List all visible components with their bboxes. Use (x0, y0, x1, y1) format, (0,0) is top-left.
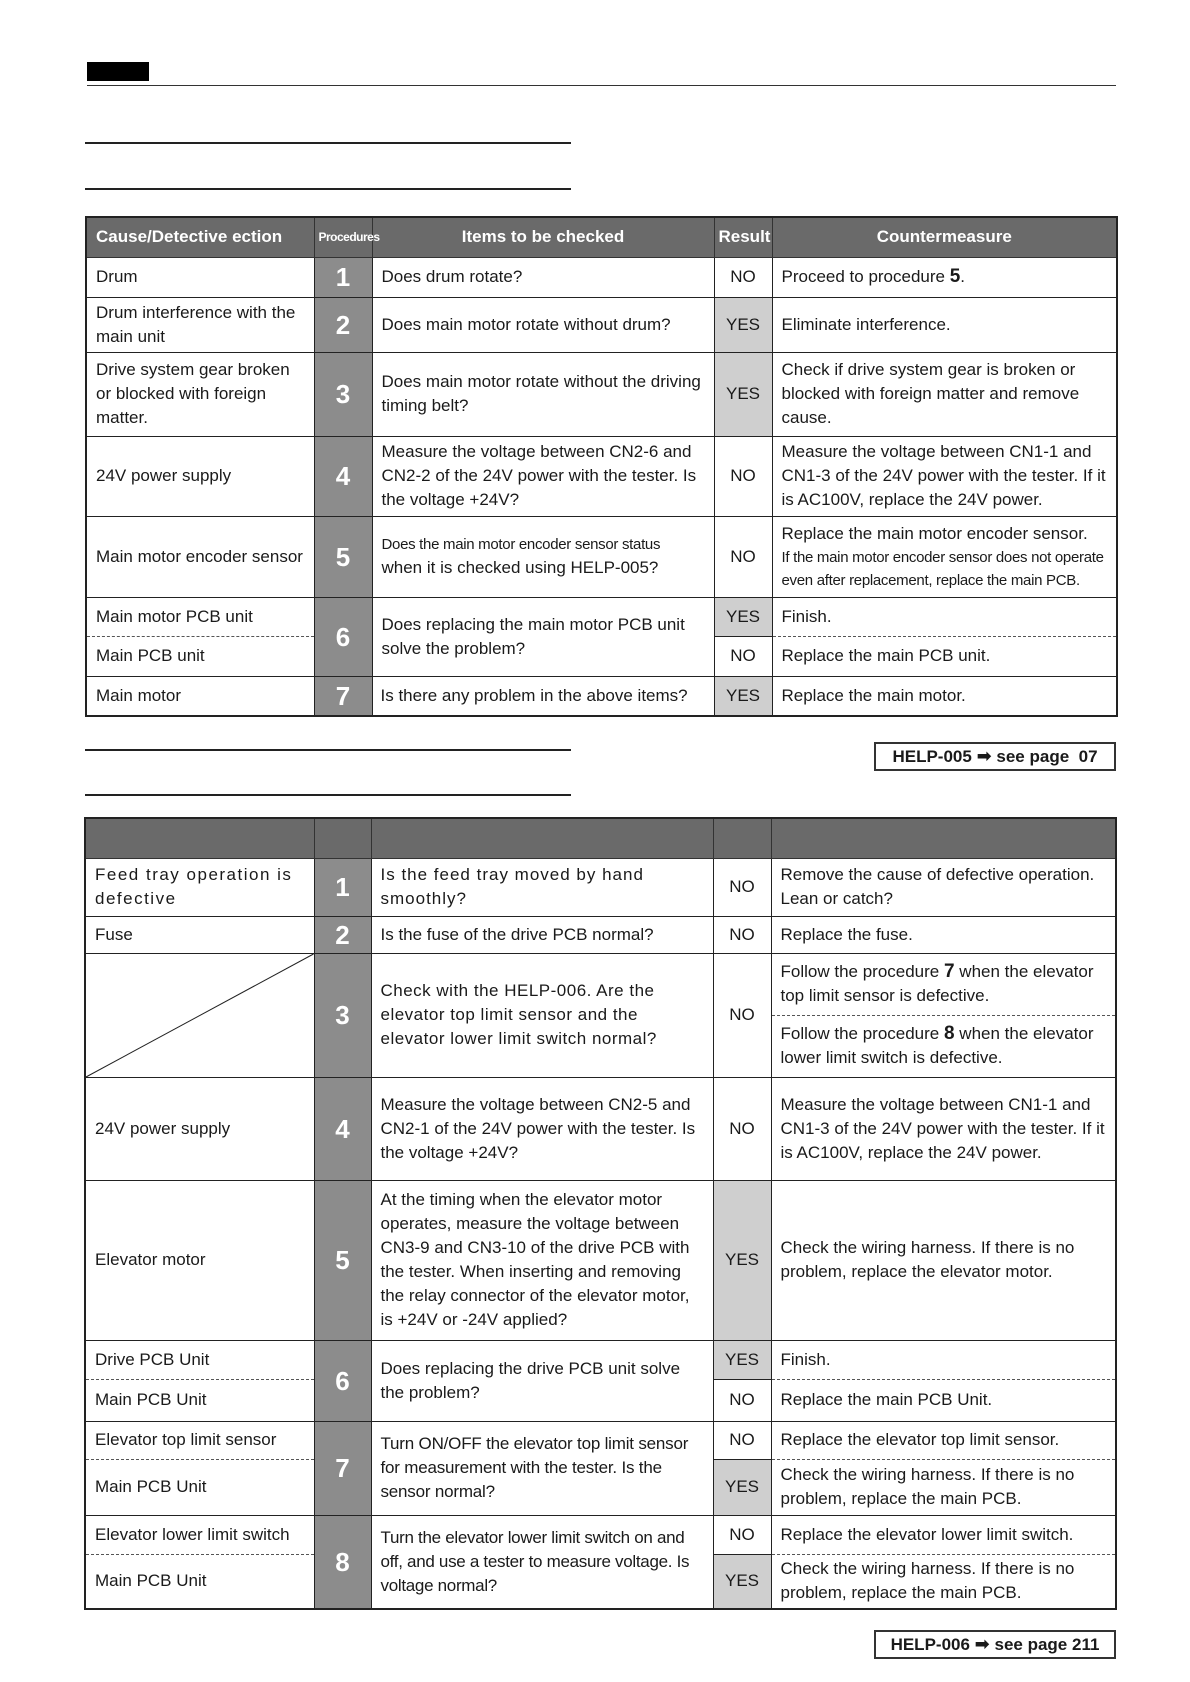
cause-cell: Main PCB unit (86, 636, 314, 676)
procedure-number: 1 (314, 257, 372, 297)
item-cell: At the timing when the elevator motor operates, measure the voltage between CN3-9 and CN3-10 of the drive PCB with the tester. When inserting and removing the relay connector of the elevator motor, is +24V or -24V applied? (371, 1180, 713, 1340)
procedure-number: 5 (314, 1180, 371, 1340)
result-cell: NO (713, 916, 771, 953)
countermeasure-text: when the elevator lower limit switch is defective. (780, 1024, 1094, 1067)
item-cell: Does main motor rotate without drum? (372, 297, 714, 352)
cause-cell: Main motor (86, 676, 314, 716)
item-cell: Is there any problem in the above items? (372, 676, 714, 716)
countermeasure-cell: Check if drive system gear is broken or blocked with foreign matter and remove cause. (772, 352, 1117, 436)
procedure-number: 2 (314, 297, 372, 352)
header-black-tab (87, 62, 149, 81)
procedure-ref-number: 8 (943, 1023, 955, 1044)
header-cause: Cause/Detective ection (86, 217, 314, 257)
procedure-ref-number: 5 (949, 266, 961, 287)
troubleshoot-table-2 (84, 817, 1117, 1610)
countermeasure-text: . (960, 267, 966, 286)
countermeasure-text: when the elevator top limit sensor is defective. (780, 962, 1094, 1005)
section1-subtitle-rule (85, 188, 571, 190)
countermeasure-cell: Measure the voltage between CN1-1 and CN1-3 of the 24V power with the tester. If it is AC100V, replace the 24V power. (771, 1077, 1116, 1180)
help-005-reference[interactable] (874, 742, 1116, 771)
item-cell: Check with the HELP-006. Are the elevator top limit sensor and the elevator lower limit switch normal? (371, 953, 713, 1077)
help-006-reference[interactable] (874, 1630, 1116, 1659)
header-countermeasure (771, 818, 1116, 858)
see-page-text: see page (996, 747, 1070, 766)
item-cell: Does replacing the drive PCB unit solve the problem? (371, 1340, 713, 1421)
header-procedures: Procedures (314, 217, 372, 257)
result-cell: YES (713, 1554, 771, 1609)
header-result (713, 818, 771, 858)
result-cell: NO (714, 257, 772, 297)
result-cell: YES (714, 352, 772, 436)
cause-cell: Main PCB Unit (85, 1554, 314, 1609)
item-cell: Turn the elevator lower limit switch on and off, and use a tester to measure voltage. Is voltage normal? (371, 1515, 713, 1609)
cause-cell: Elevator lower limit switch (85, 1515, 314, 1554)
table-row (85, 916, 1116, 953)
cause-cell: Feed tray operation is defective (85, 858, 314, 916)
arrow-right-icon: ➡ (976, 746, 992, 766)
table-header-row (85, 818, 1116, 858)
table-row (86, 516, 1117, 597)
table-row (86, 297, 1117, 352)
result-cell: YES (714, 597, 772, 636)
countermeasure-text: If the main motor encoder sensor does not operate even after replacement, replace the main PCB. (781, 548, 1104, 589)
header-items (371, 818, 713, 858)
result-cell: NO (713, 1077, 771, 1180)
result-cell: NO (713, 1379, 771, 1421)
cause-cell: Fuse (85, 916, 314, 953)
table-row (85, 1515, 1116, 1554)
countermeasure-cell: Check the wiring harness. If there is no problem, replace the main PCB. (771, 1459, 1116, 1515)
cause-cell: Main PCB Unit (85, 1379, 314, 1421)
diagonal-line (86, 954, 314, 1077)
item-cell: Is the fuse of the drive PCB normal? (371, 916, 713, 953)
countermeasure-cell: Eliminate interference. (772, 297, 1117, 352)
procedure-number: 4 (314, 436, 372, 516)
section2-subtitle-rule (85, 794, 571, 796)
cause-cell: Main motor encoder sensor (86, 516, 314, 597)
countermeasure-cell: Replace the main PCB unit. (772, 636, 1117, 676)
cause-cell: Drum interference with the main unit (86, 297, 314, 352)
countermeasure-cell: Finish. (772, 597, 1117, 636)
result-cell: NO (713, 953, 771, 1077)
procedure-number: 1 (314, 858, 371, 916)
countermeasure-text: Proceed to procedure (781, 267, 950, 286)
cause-cell: Main motor PCB unit (86, 597, 314, 636)
table-row (85, 953, 1116, 1015)
result-cell: NO (713, 1515, 771, 1554)
countermeasure-cell: Replace the main motor. (772, 676, 1117, 716)
countermeasure-cell: Check the wiring harness. If there is no problem, replace the elevator motor. (771, 1180, 1116, 1340)
countermeasure-cell (772, 257, 1117, 297)
item-cell: Measure the voltage between CN2-6 and CN2-2 of the 24V power with the tester. Is the voltage +24V? (372, 436, 714, 516)
cause-cell: Elevator motor (85, 1180, 314, 1340)
procedure-number: 6 (314, 597, 372, 676)
countermeasure-cell (771, 953, 1116, 1015)
page-number: 07 (1078, 747, 1098, 766)
countermeasure-cell: Check the wiring harness. If there is no problem, replace the main PCB. (771, 1554, 1116, 1609)
result-cell: NO (714, 516, 772, 597)
result-cell: YES (713, 1459, 771, 1515)
item-cell: Measure the voltage between CN2-5 and CN2-1 of the 24V power with the tester. Is the voltage +24V? (371, 1077, 713, 1180)
result-cell: YES (713, 1180, 771, 1340)
header-rule (87, 85, 1116, 86)
procedure-number: 3 (314, 352, 372, 436)
countermeasure-text: Replace the main motor encoder sensor. (781, 523, 1088, 543)
section1-title-rule (85, 142, 571, 144)
procedure-number: 8 (314, 1515, 371, 1609)
table-row (86, 257, 1117, 297)
procedure-number: 7 (314, 676, 372, 716)
countermeasure-text: Follow the procedure (780, 1024, 944, 1043)
cause-cell: Drum (86, 257, 314, 297)
procedure-number: 6 (314, 1340, 371, 1421)
page-number: 211 (1072, 1635, 1100, 1654)
see-page-text: see page (994, 1635, 1068, 1654)
procedure-number: 3 (314, 953, 371, 1077)
item-cell: Turn ON/OFF the elevator top limit sensor for measurement with the tester. Is the sensor normal? (371, 1421, 713, 1515)
countermeasure-cell: Finish. (771, 1340, 1116, 1379)
section2-title-rule (85, 749, 571, 751)
item-cell: Does main motor rotate without the driving timing belt? (372, 352, 714, 436)
cause-cell: 24V power supply (86, 436, 314, 516)
item-cell (372, 516, 714, 597)
cause-cell: Main PCB Unit (85, 1459, 314, 1515)
countermeasure-cell: Replace the main PCB Unit. (771, 1379, 1116, 1421)
cause-cell: Drive PCB Unit (85, 1340, 314, 1379)
procedure-number: 7 (314, 1421, 371, 1515)
item-text: when it is checked using HELP-005? (381, 558, 659, 577)
procedure-number: 2 (314, 916, 371, 953)
result-cell: NO (714, 436, 772, 516)
table-row (86, 676, 1117, 716)
result-cell: YES (714, 676, 772, 716)
header-procedures (314, 818, 371, 858)
table-row (85, 1340, 1116, 1379)
table-row (85, 1077, 1116, 1180)
procedure-number: 4 (314, 1077, 371, 1180)
header-result: Result (714, 217, 772, 257)
item-cell: Does drum rotate? (372, 257, 714, 297)
countermeasure-cell: Remove the cause of defective operation. Lean or catch? (771, 858, 1116, 916)
troubleshoot-table-1 (85, 216, 1118, 717)
help-code: HELP-005 (892, 747, 972, 766)
procedure-ref-number: 7 (943, 961, 955, 982)
table-row (86, 436, 1117, 516)
countermeasure-cell: Replace the elevator lower limit switch. (771, 1515, 1116, 1554)
empty-diagonal-cell (85, 953, 314, 1077)
result-cell: NO (714, 636, 772, 676)
table-row (85, 1421, 1116, 1459)
cause-cell: 24V power supply (85, 1077, 314, 1180)
help-code: HELP-006 (890, 1635, 970, 1654)
item-cell: Is the feed tray moved by hand smoothly? (371, 858, 713, 916)
table-row (86, 597, 1117, 636)
cause-cell: Drive system gear broken or blocked with foreign matter. (86, 352, 314, 436)
result-cell: YES (713, 1340, 771, 1379)
header-countermeasure: Countermeasure (772, 217, 1117, 257)
countermeasure-cell (771, 1015, 1116, 1077)
item-cell: Does replacing the main motor PCB unit solve the problem? (372, 597, 714, 676)
arrow-right-icon: ➡ (974, 1634, 990, 1654)
item-text: Does the main motor encoder sensor status (381, 536, 661, 553)
header-items: Items to be checked (372, 217, 714, 257)
countermeasure-cell: Measure the voltage between CN1-1 and CN1-3 of the 24V power with the tester. If it is AC100V, replace the 24V power. (772, 436, 1117, 516)
table-header-row (86, 217, 1117, 257)
countermeasure-text: Follow the procedure (780, 962, 944, 981)
table-row (85, 1180, 1116, 1340)
result-cell: YES (714, 297, 772, 352)
result-cell: NO (713, 858, 771, 916)
countermeasure-cell: Replace the fuse. (771, 916, 1116, 953)
procedure-number: 5 (314, 516, 372, 597)
countermeasure-cell (772, 516, 1117, 597)
countermeasure-cell: Replace the elevator top limit sensor. (771, 1421, 1116, 1459)
cause-cell: Elevator top limit sensor (85, 1421, 314, 1459)
header-cause (85, 818, 314, 858)
table-row (86, 352, 1117, 436)
result-cell: NO (713, 1421, 771, 1459)
table-row (85, 858, 1116, 916)
